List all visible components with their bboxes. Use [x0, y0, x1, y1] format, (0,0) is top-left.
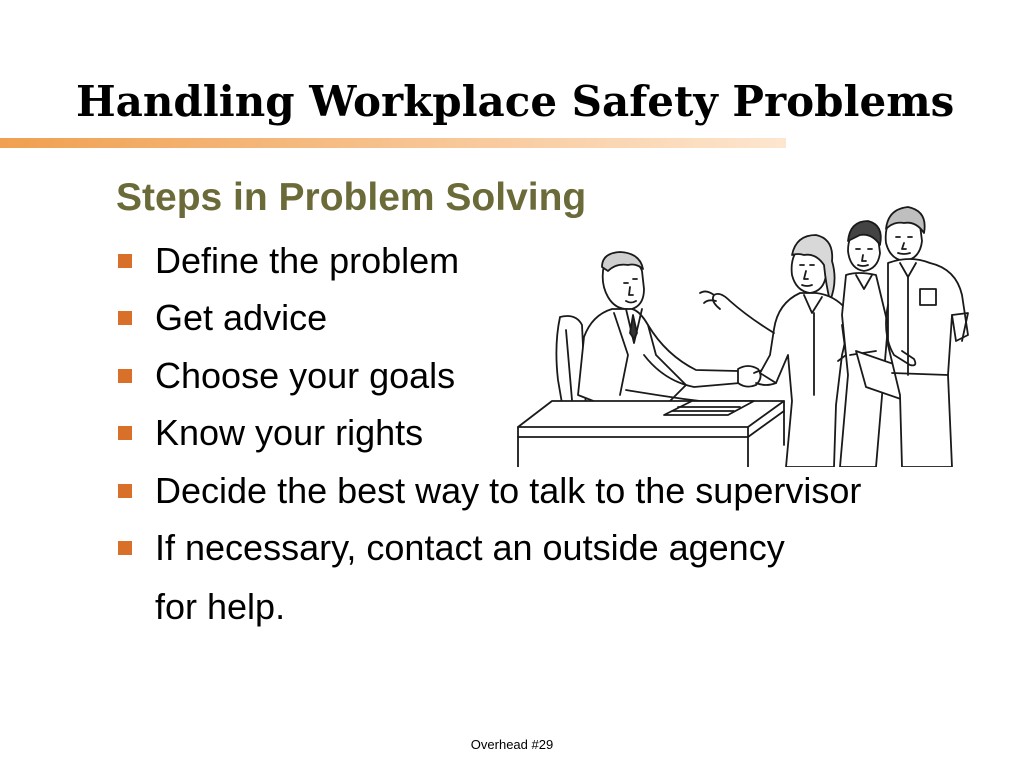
slide-title: Handling Workplace Safety Problems — [76, 77, 955, 126]
list-item — [118, 462, 861, 520]
square-bullet-icon — [118, 541, 132, 555]
list-item-text: Get advice — [155, 297, 328, 339]
square-bullet-icon — [118, 426, 132, 440]
list-item-text: Know your rights — [155, 412, 424, 454]
square-bullet-icon — [118, 254, 132, 268]
list-item-text: Choose your goals — [155, 354, 456, 396]
list-item-continuation: for help. — [155, 586, 286, 627]
list-item-text: Define the problem — [155, 239, 460, 281]
square-bullet-icon — [118, 311, 132, 325]
handshake-meeting-illustration — [516, 205, 986, 467]
list-item-text: If necessary, contact an outside agency — [155, 527, 785, 569]
square-bullet-icon — [118, 369, 132, 383]
list-item-text: Decide the best way to talk to the supervisor — [155, 469, 862, 511]
section-subtitle: Steps in Problem Solving — [116, 176, 587, 219]
slide-footer: Overhead #29 — [470, 737, 554, 752]
title-underline-rule — [0, 138, 786, 148]
square-bullet-icon — [118, 484, 132, 498]
list-item — [118, 520, 861, 578]
